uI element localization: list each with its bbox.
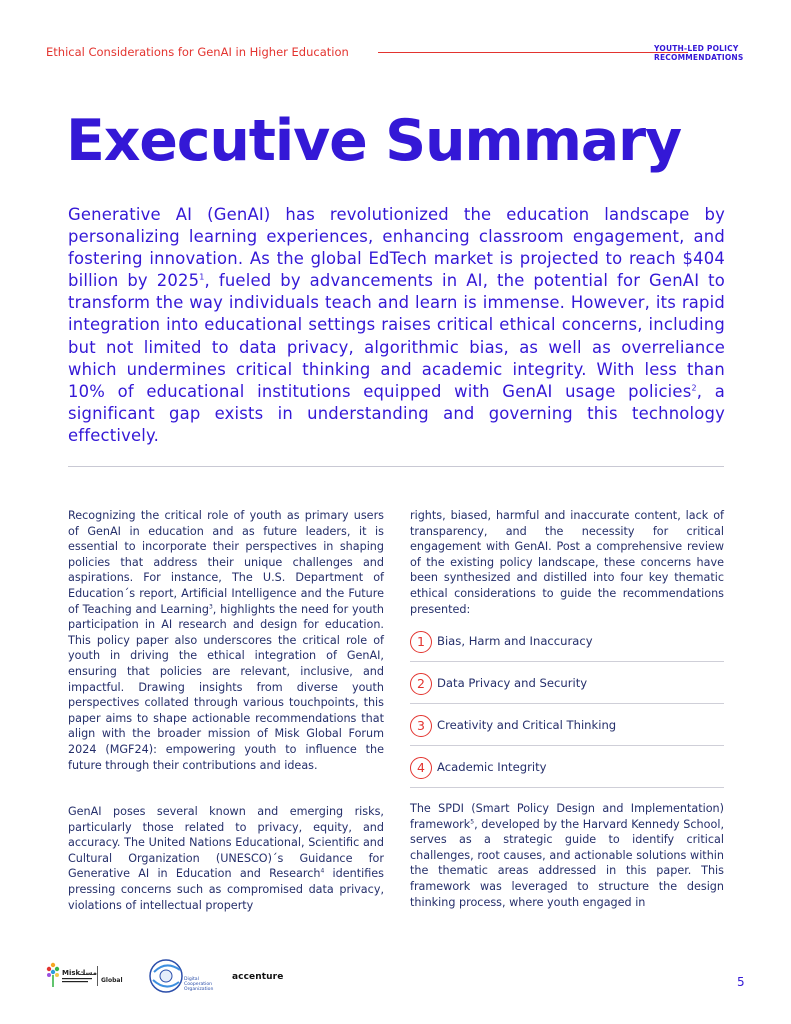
dco-label-1: Digital <box>184 977 199 982</box>
footnote-ref-2: 2 <box>691 383 697 393</box>
left-p2-text-a: GenAI poses several known and emerging risks, particularly those related to privacy, equity, and accuracy. The United Nations Educational, Scientific and Cultural Organization (UNESCO)´s Guidance for Generative AI in Education and Research <box>68 805 384 881</box>
header-tag-line2: RECOMMENDATIONS <box>654 53 744 62</box>
header-tag-line1: YOUTH-LED POLICY <box>654 44 739 53</box>
footnote-ref-5: 5 <box>470 817 475 825</box>
page-number: 5 <box>737 975 745 989</box>
intro-paragraph <box>68 204 725 447</box>
intro-text-3: , a significant gap exists in understanding and governing this technology effectively. <box>68 381 725 445</box>
consideration-number-badge: 3 <box>410 715 432 737</box>
header-rule <box>378 52 688 53</box>
left-p1-text-b: , highlights the need for youth participation in AI research and design for education. This policy paper also underscores the critical role of youth in driving the ethical integration of GenAI, ensuring that policies are relevant, inclusive, and impactful. Drawing insights from diverse youth perspectives collated through various touchpoints, this paper aims to shape actionable recommendations that align with the broader mission of Misk Global Forum 2024 (MGF24): empowering youth to influence the future through their contributions and ideas. <box>68 602 384 772</box>
section-divider <box>68 466 724 467</box>
misk-global-logo <box>44 960 130 990</box>
consideration-number-badge: 2 <box>410 673 432 695</box>
consideration-label: Data Privacy and Security <box>437 676 588 690</box>
consideration-item <box>410 713 724 755</box>
dco-label-3: Organization <box>184 987 214 992</box>
consideration-number-badge: 4 <box>410 757 432 779</box>
consideration-item <box>410 755 724 797</box>
footer-logos <box>44 956 304 996</box>
consideration-label: Academic Integrity <box>437 760 547 774</box>
consideration-item <box>410 629 724 671</box>
footnote-ref-4: 4 <box>320 867 325 875</box>
header-tag <box>654 44 744 62</box>
misk-wordmark: Misk <box>62 969 81 977</box>
consideration-number-badge: 1 <box>410 631 432 653</box>
intro-text-1: Generative AI (GenAI) has revolutionized the education landscape by personalizing learning experiences, enhancing classroom engagement, and fostering innovation. As the global EdTech market is projected to reach $404 billion by 2025 <box>68 205 725 291</box>
consideration-rule <box>410 745 724 746</box>
dco-label-2: Cooperation <box>184 982 213 987</box>
misk-global-label: Global <box>101 977 123 984</box>
right-p2-text-a: The SPDI (Smart Policy Design and Implementation) framework <box>410 802 724 831</box>
consideration-rule <box>410 703 724 704</box>
right-p2-text-b: , developed by the Harvard Kennedy School, serves as a strategic guide to identify critical challenges, root causes, and actionable solutions within the thematic areas addressed in this paper. This framework was leveraged to structure the design thinking process, where youth engaged in <box>410 817 724 909</box>
consideration-item <box>410 671 724 713</box>
consideration-rule <box>410 787 724 788</box>
consideration-label: Bias, Harm and Inaccuracy <box>437 634 593 648</box>
footnote-ref-3: 3 <box>208 602 213 610</box>
footnote-ref-1: 1 <box>199 272 205 282</box>
misk-arabic: مسك <box>79 969 97 977</box>
digital-cooperation-organization-logo <box>148 956 214 996</box>
accenture-logo: accenture <box>232 972 284 982</box>
consideration-rule <box>410 661 724 662</box>
left-p1-text-a: Recognizing the critical role of youth as primary users of GenAI in education and as future leaders, it is essential to incorporate their perspectives in shaping policies that address their unique challenges and aspirations. For instance, The U.S. Department of Education´s report, Artificial Intelligence and the Future of Teaching and Learning <box>68 509 384 616</box>
left-paragraph-2 <box>68 804 384 913</box>
consideration-label: Creativity and Critical Thinking <box>437 718 617 732</box>
right-paragraph-2 <box>410 801 724 910</box>
left-paragraph-1 <box>68 508 384 773</box>
page-title: Executive Summary <box>66 108 681 174</box>
header-title: Ethical Considerations for GenAI in Higher Education <box>46 45 349 59</box>
page-header <box>46 44 746 64</box>
right-paragraph-1: rights, biased, harmful and inaccurate content, lack of transparency, and the necessity for critical engagement with GenAI. Post a comprehensive review of the existing policy landscape, these concerns have been synthesized and distilled into four key thematic ethical considerations to guide the recommendations presented: <box>410 509 724 616</box>
left-p2-text-b: identifies pressing concerns such as compromised data privacy, violations of intellectual property <box>68 867 384 912</box>
intro-text-2: , fueled by advancements in AI, the potential for GenAI to transform the way individuals teach and learn is immense. However, its rapid integration into educational settings raises critical ethical concerns, including but not limited to data privacy, algorithmic bias, as well as overreliance which undermines critical thinking and academic integrity. With less than 10% of educational institutions equipped with GenAI usage policies <box>68 271 725 401</box>
considerations-list <box>410 629 724 797</box>
